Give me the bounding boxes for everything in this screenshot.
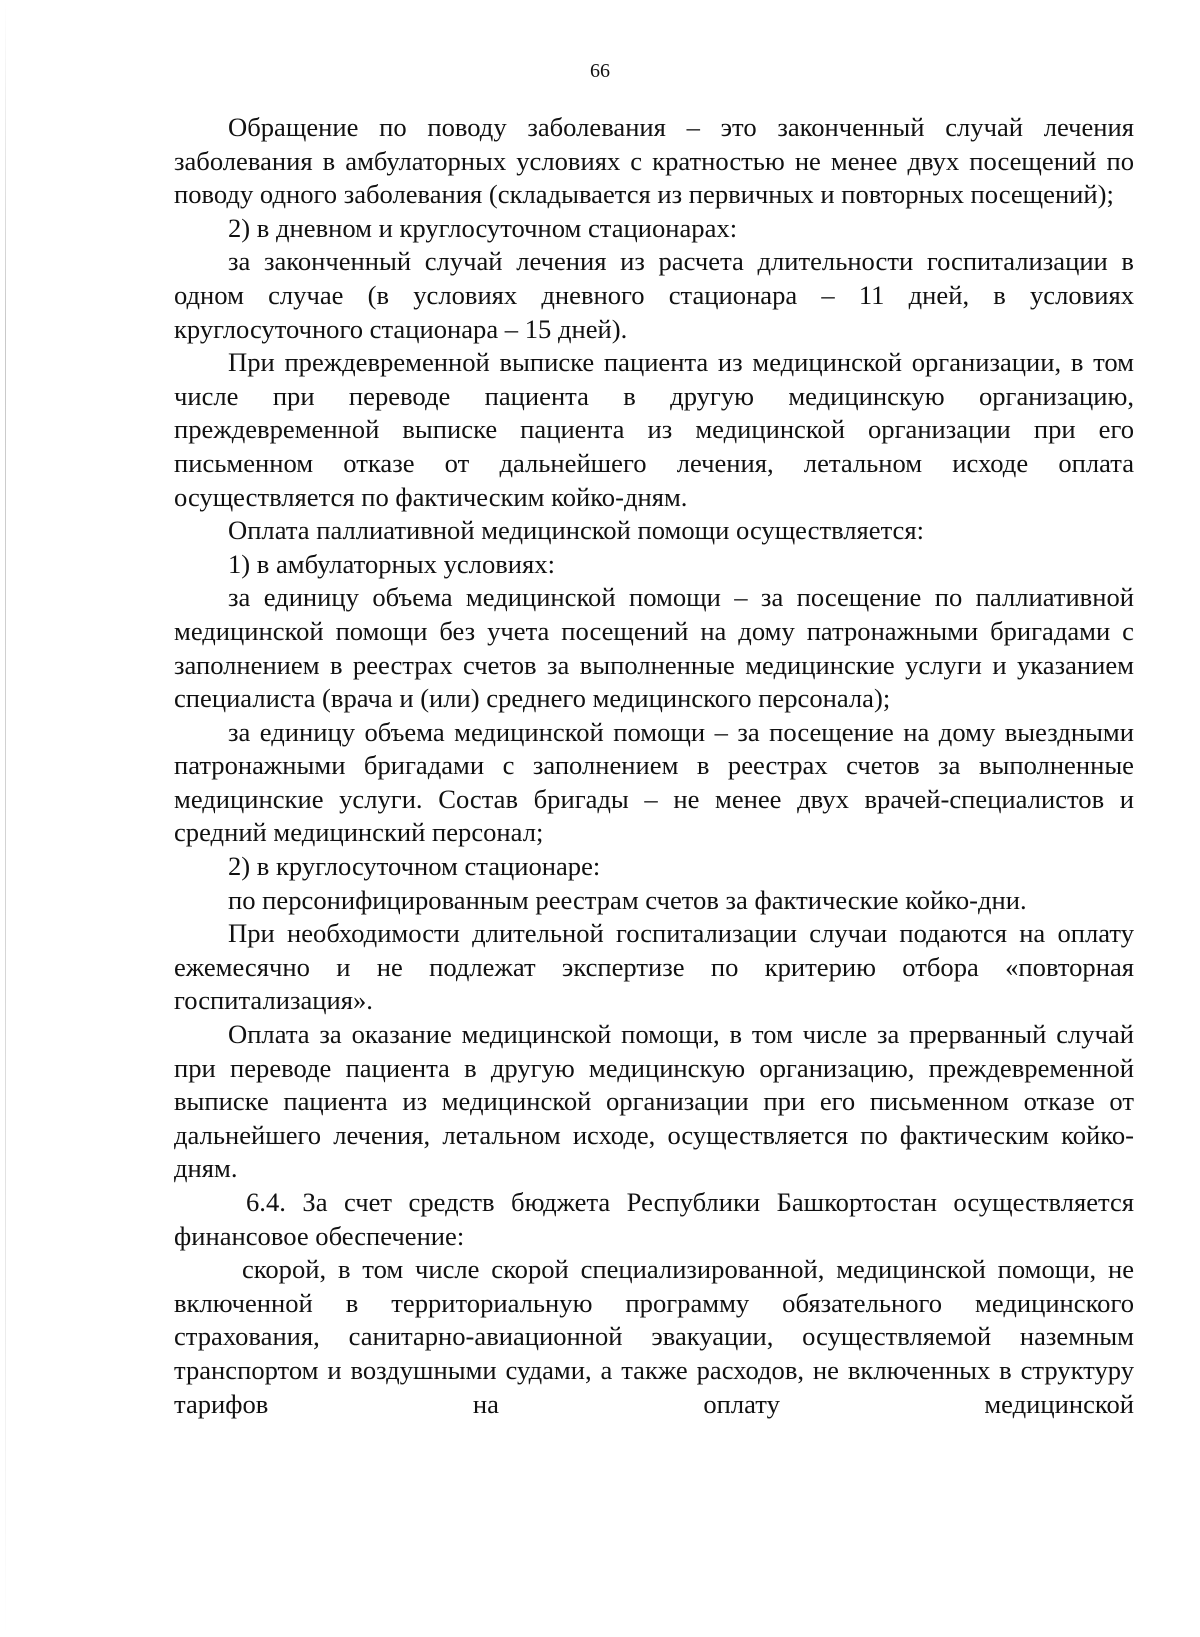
page-number: 66 <box>590 60 610 82</box>
paragraph-day-and-round-clock-hospitals: 2) в дневном и круглосуточном стационарах: <box>228 212 738 243</box>
paragraph-emergency-care: скорой, в том числе скорой специализированной, медицинской помощи, не включенной в территориальную программу обязательного медицинского страхования, санитарно-авиационной эвакуации, осуществляемой наземным транспортом и воздушными судами, а также расходов, не включенных в структуру тарифов на оплату медицинской <box>174 1254 1134 1419</box>
scan-edge-line <box>5 0 6 1637</box>
paragraph-palliative-payment: Оплата паллиативной медицинской помощи осуществляется: <box>228 515 924 546</box>
paragraph-unit-volume-home-visit: за единицу объема медицинской помощи – за посещение на дому выездными патронажными бригадами с заполнением в реестрах счетов за выполненные медицинские услуги. Состав бригады – не менее двух врачей-специалистов и средний медицинский персонал; <box>174 716 1134 848</box>
document-body <box>174 111 1134 1421</box>
paragraph-unit-volume-visit: за единицу объема медицинской помощи – за посещение по паллиативной медицинской помощи без учета посещений на дому патронажными бригадами с заполнением в реестрах счетов за выполненные медицинские услуги и указанием специалиста (врача и (или) среднего медицинского персонала); <box>174 582 1134 714</box>
paragraph-completed-case: за законченный случай лечения из расчета длительности госпитализации в одном случае (в условиях дневного стационара – 11 дней, в условиях круглосуточного стационара – 15 дней). <box>174 246 1134 344</box>
paragraph-early-discharge: При преждевременной выписке пациента из медицинской организации, в том числе при переводе пациента в другую медицинскую организацию, преждевременной выписке пациента из медицинской организации при его письменном отказе от дальнейшего лечения, летальном исходе оплата осуществляется по фактическим койко-дням. <box>174 347 1134 512</box>
paragraph-round-clock-hospital: 2) в круглосуточном стационаре: <box>228 851 601 882</box>
paragraph-outpatient: 1) в амбулаторных условиях: <box>228 548 555 579</box>
paragraph-personalized-registers: по персонифицированным реестрам счетов за фактические койко-дни. <box>228 884 1027 915</box>
paragraph-long-hospitalization: При необходимости длительной госпитализации случаи подаются на оплату ежемесячно и не подлежат экспертизе по критерию отбора «повторная госпитализация». <box>174 918 1134 1016</box>
paragraph-interrupted-case-payment: Оплата за оказание медицинской помощи, в том числе за прерванный случай при переводе пациента в другую медицинскую организацию, преждевременной выписке пациента из медицинской организации при его письменном отказе от дальнейшего лечения, летальном исходе, осуществляется по фактическим койко-дням. <box>174 1019 1134 1184</box>
paragraph-section-6-4: 6.4. За счет средств бюджета Республики Башкортостан осуществляется финансовое обеспечение: <box>174 1187 1134 1251</box>
paragraph-appeal-definition: Обращение по поводу заболевания – это законченный случай лечения заболевания в амбулаторных условиях с кратностью не менее двух посещений по поводу одного заболевания (складывается из первичных и повторных посещений); <box>174 112 1134 210</box>
